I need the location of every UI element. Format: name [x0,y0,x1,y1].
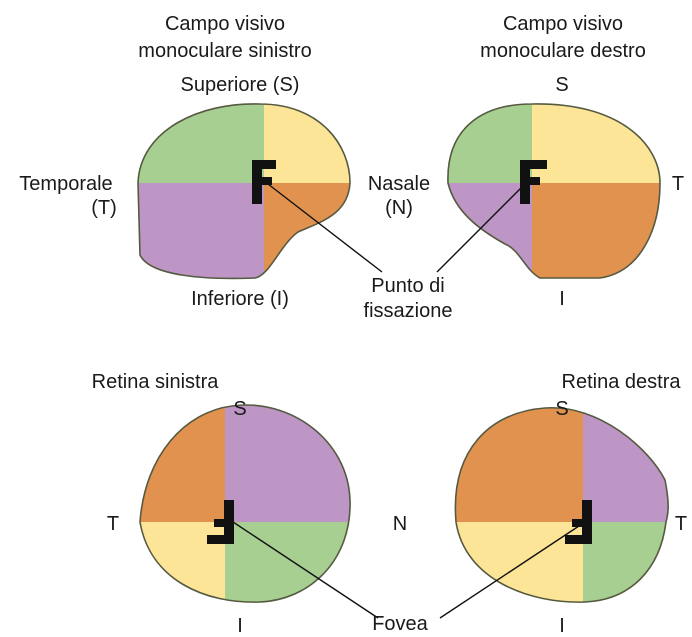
left-field-temporal-label-line2: (T) [91,197,117,219]
right-retina-title: Retina destra [561,371,681,393]
right-field-title-line2: monoculare destro [480,40,646,62]
quadrant-inferior-nasal [225,522,360,612]
left-field-superior-label: Superiore (S) [180,74,300,96]
quadrant-superior-nasal [430,90,532,183]
right-retina-superior-label: S [555,398,569,420]
left-retina-title: Retina sinistra [91,371,219,393]
left-retina-inferior-label: I [237,615,243,637]
quadrant-inferior-temporal [445,522,583,612]
left-field-inferior-label: Inferiore (I) [191,288,289,310]
right-field-title-line1: Campo visivo [502,13,624,35]
left-retina-superior-label: S [233,398,247,420]
left-field-title-line2: monoculare sinistro [138,40,312,62]
left-retina [92,371,360,637]
right-field-temporal-label: T [671,173,685,195]
right-retina [445,371,687,637]
left-visual-field [19,13,364,310]
right-retina-inferior-label: I [559,615,565,637]
left-field-temporal-label-line1: Temporale [19,173,113,195]
right-visual-field [368,13,684,310]
fixation-point-label-line1: Punto di [371,275,445,297]
right-field-superior-label: S [555,74,569,96]
fixation-point-label-line2: fissazione [363,300,453,322]
quadrant-superior-nasal [583,395,678,522]
left-field-title-line1: Campo visivo [164,13,286,35]
quadrant-superior-temporal [130,395,225,522]
right-retina-temporal-label: T [674,513,688,535]
quadrant-inferior-temporal [532,183,672,293]
fovea-label: Fovea [372,613,428,635]
quadrant-inferior-nasal [430,183,532,293]
right-field-nasal-label-line1: Nasale [367,173,431,195]
quadrant-inferior-nasal [264,183,364,293]
left-retina-temporal-label: T [106,513,120,535]
right-field-nasal-label-line2: (N) [385,197,413,219]
right-field-inferior-label: I [559,288,565,310]
nasal-center-label: N [392,513,408,535]
